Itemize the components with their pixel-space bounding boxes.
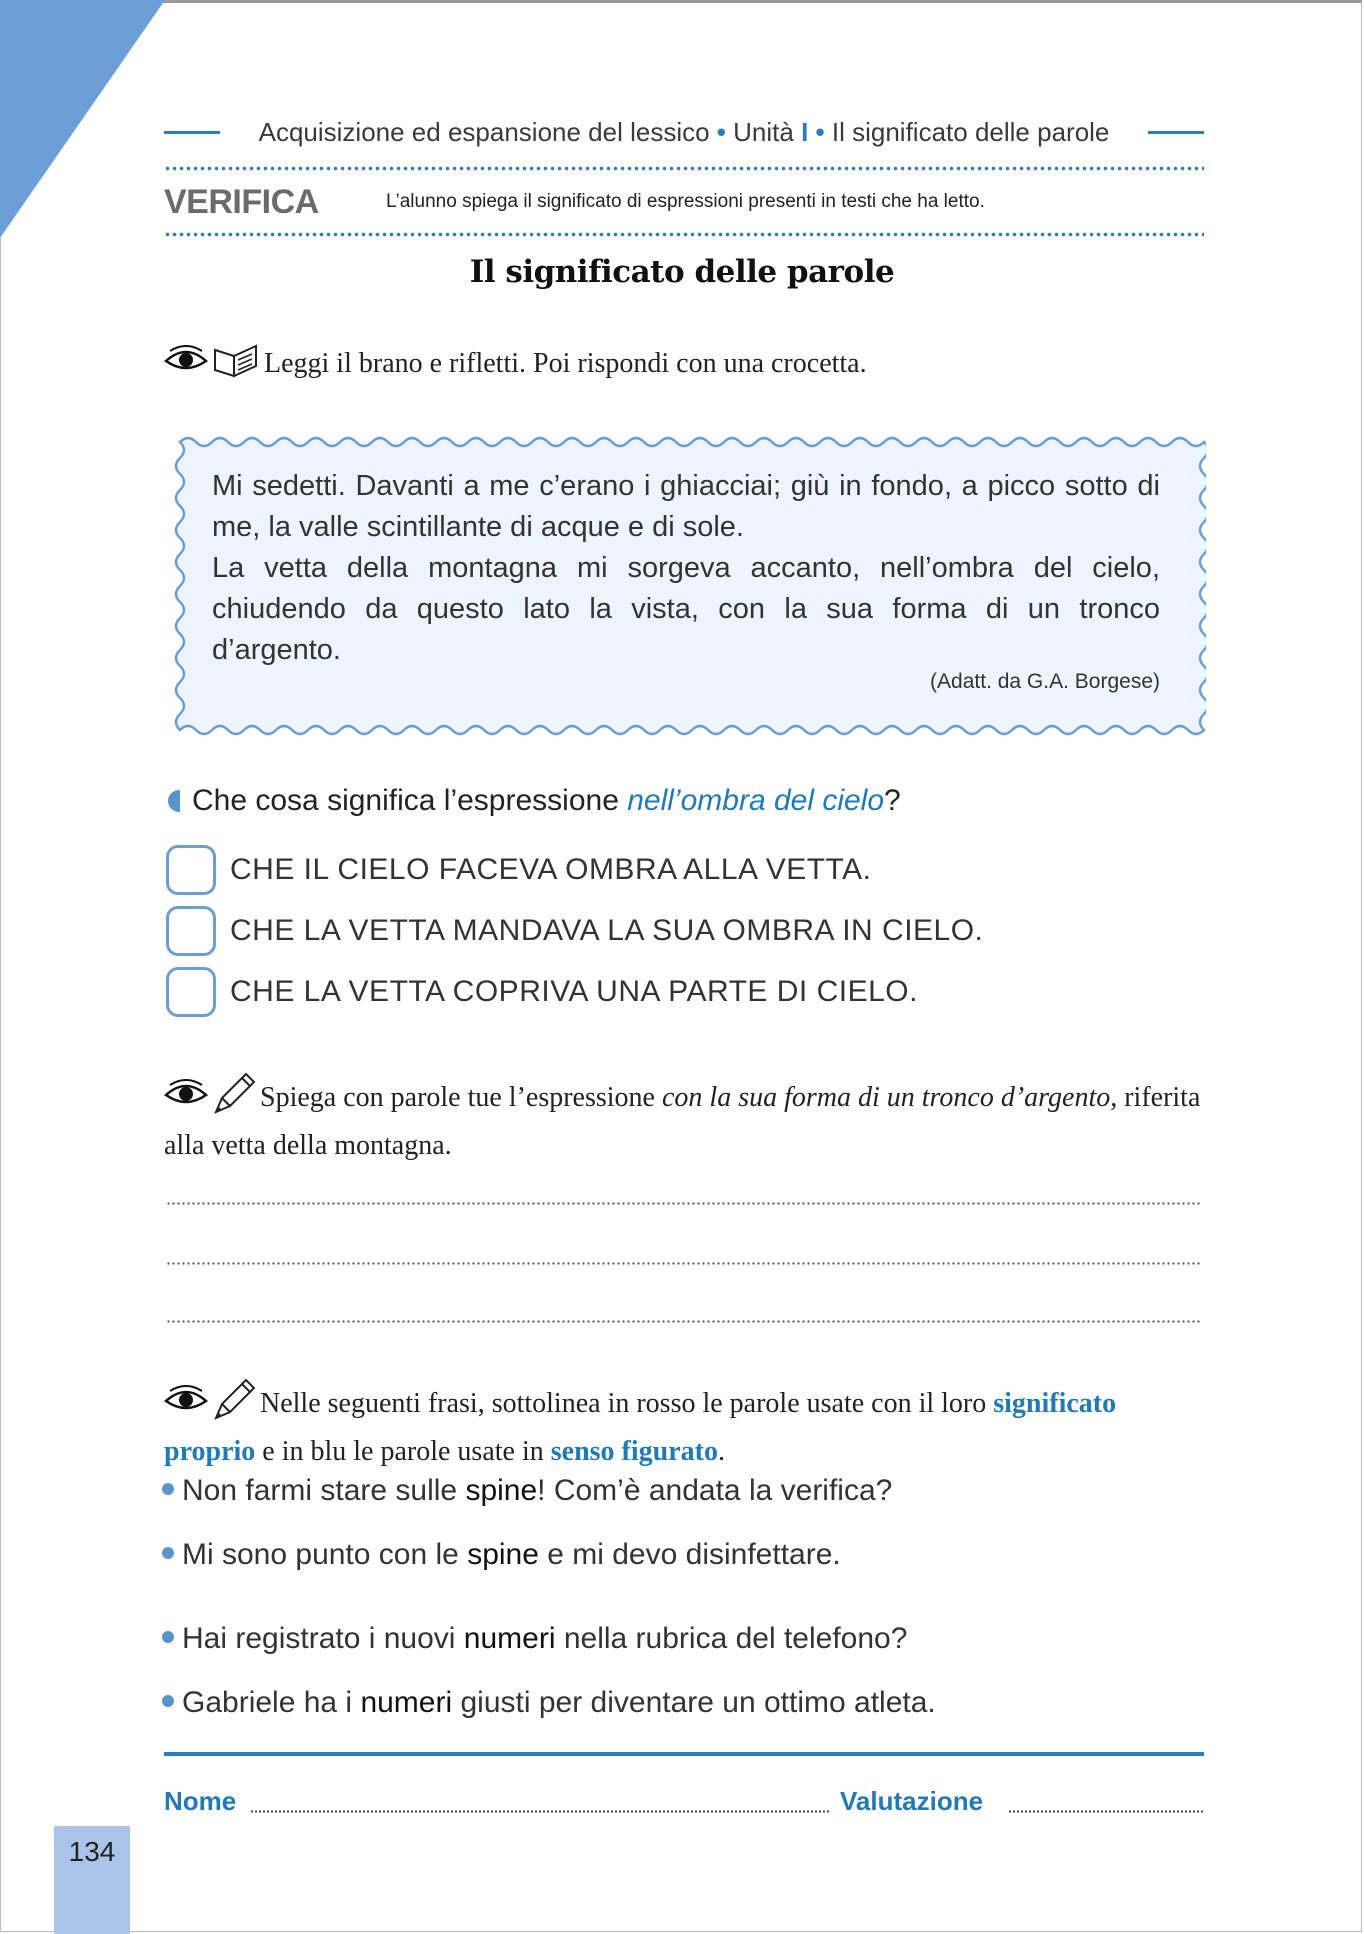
grade-label: Valutazione bbox=[840, 1786, 984, 1816]
footer-rule bbox=[164, 1752, 1204, 1756]
grade-field[interactable] bbox=[1008, 1810, 1204, 1813]
exercise3-instruction-c: e in blu le parole usate in bbox=[255, 1436, 551, 1467]
passage-paragraph-2: La vetta della montagna mi sorgeva accanto, nell’ombra del cielo, chiudendo da questo lato la vista, con la sua forma di un tronco d’argento. bbox=[212, 552, 1160, 666]
bullet-icon bbox=[162, 1631, 174, 1643]
target-word[interactable]: spine bbox=[467, 1538, 539, 1571]
header-unit-label: Unità bbox=[733, 116, 794, 147]
sentence-text: giusti per diventare un ottimo atleta. bbox=[452, 1686, 936, 1719]
answer-option-label: CHE IL CIELO FACEVA OMBRA ALLA VETTA. bbox=[230, 853, 872, 886]
answer-checkbox[interactable] bbox=[166, 906, 216, 956]
exercise3-term-figurative: senso figurato bbox=[550, 1436, 718, 1467]
corner-decoration bbox=[0, 0, 170, 240]
sentence-text: e mi devo disinfettare. bbox=[538, 1538, 841, 1571]
bullet-icon bbox=[162, 1695, 174, 1707]
header-rule-right bbox=[1148, 131, 1204, 134]
exercise1-question bbox=[168, 784, 901, 818]
exercise1-instruction bbox=[164, 342, 1204, 389]
sentence-text: Mi sono punto con le bbox=[182, 1538, 468, 1571]
target-word[interactable]: numeri bbox=[360, 1686, 453, 1719]
exercise3-term-literal: significato proprio bbox=[164, 1387, 1117, 1467]
sentence-text: ! Com’è andata la verifica? bbox=[537, 1474, 893, 1507]
answer-writing-line[interactable] bbox=[166, 1262, 1202, 1265]
bullet-icon bbox=[162, 1547, 174, 1559]
passage-paragraph-1: Mi sedetti. Davanti a me c’erano i ghiacciai; giù in fondo, a picco sotto di me, la valle scintillante di acque e di sole. bbox=[212, 470, 1160, 543]
list-item[interactable] bbox=[162, 1538, 841, 1572]
header-rule-left bbox=[164, 131, 220, 134]
answer-option[interactable] bbox=[166, 903, 983, 959]
bullet-icon bbox=[162, 1483, 174, 1495]
page-title: Il significato delle parole bbox=[469, 254, 895, 290]
eye-icon bbox=[164, 345, 208, 386]
answer-option-label: CHE LA VETTA MANDAVA LA SUA OMBRA IN CIELO. bbox=[230, 914, 984, 947]
verifica-label: VERIFICA bbox=[164, 182, 319, 221]
header-section: Acquisizione ed espansione del lessico bbox=[258, 116, 710, 147]
eye-icon bbox=[164, 1385, 208, 1426]
answer-writing-line[interactable] bbox=[166, 1202, 1202, 1205]
answer-writing-line[interactable] bbox=[166, 1320, 1202, 1323]
book-icon bbox=[212, 342, 260, 389]
answer-option[interactable] bbox=[166, 964, 918, 1020]
exercise3-instruction-e: . bbox=[717, 1436, 725, 1467]
exercise2-instruction-italic: con la sua forma di un tronco d’argento, bbox=[661, 1081, 1118, 1113]
answer-checkbox[interactable] bbox=[166, 845, 216, 895]
name-label: Nome bbox=[164, 1786, 237, 1816]
list-item[interactable] bbox=[162, 1686, 936, 1720]
target-word[interactable]: spine bbox=[465, 1474, 538, 1507]
passage-source: (Adatt. da G.A. Borgese) bbox=[930, 670, 1160, 693]
dotted-divider bbox=[164, 166, 1204, 171]
list-item[interactable] bbox=[162, 1622, 907, 1656]
header-separator: • bbox=[716, 116, 726, 147]
question-text-after: ? bbox=[884, 784, 901, 817]
exercise3-instruction-a: Nelle seguenti frasi, sottolinea in rosso le parole usate con il loro bbox=[260, 1387, 994, 1419]
exercise3-instruction bbox=[164, 1378, 1204, 1471]
running-header bbox=[164, 112, 1204, 152]
answer-option-label: CHE LA VETTA COPRIVA UNA PARTE DI CIELO. bbox=[230, 975, 918, 1008]
exercise2-instruction-after: riferita alla vetta della montagna. bbox=[164, 1081, 1201, 1161]
verifica-bar bbox=[164, 176, 1204, 228]
exercise2-instruction-before: Spiega con parole tue l’espressione bbox=[260, 1081, 662, 1113]
header-separator: • bbox=[815, 116, 825, 147]
eye-icon bbox=[164, 1079, 208, 1120]
sentence-text: Hai registrato i nuovi bbox=[182, 1622, 464, 1655]
answer-checkbox[interactable] bbox=[166, 967, 216, 1017]
reading-passage bbox=[212, 466, 1160, 671]
half-circle-bullet-icon bbox=[168, 790, 180, 812]
pen-icon bbox=[212, 1072, 256, 1127]
header-unit-number: I bbox=[801, 116, 809, 147]
sentence-text: Gabriele ha i bbox=[182, 1686, 361, 1719]
question-highlight: nell’ombra del cielo bbox=[627, 784, 885, 817]
exercise2-instruction bbox=[164, 1072, 1204, 1165]
answer-option[interactable] bbox=[166, 842, 872, 898]
pen-icon bbox=[212, 1378, 256, 1433]
list-item[interactable] bbox=[162, 1474, 892, 1508]
page-number: 134 bbox=[68, 1836, 116, 1867]
sentence-text: nella rubrica del telefono? bbox=[555, 1622, 908, 1655]
exercise1-instruction-text: Leggi il brano e rifletti. Poi rispondi con una crocetta. bbox=[264, 347, 867, 379]
name-field[interactable] bbox=[250, 1810, 830, 1813]
target-word[interactable]: numeri bbox=[463, 1622, 556, 1655]
question-text-before: Che cosa significa l’espressione bbox=[192, 784, 628, 817]
dotted-divider bbox=[164, 232, 1204, 237]
verifica-description: L’alunno spiega il significato di espressioni presenti in testi che ha letto. bbox=[386, 191, 985, 212]
student-footer bbox=[164, 1786, 1204, 1826]
sentence-text: Non farmi stare sulle bbox=[182, 1474, 466, 1507]
header-topic: Il significato delle parole bbox=[831, 116, 1110, 147]
